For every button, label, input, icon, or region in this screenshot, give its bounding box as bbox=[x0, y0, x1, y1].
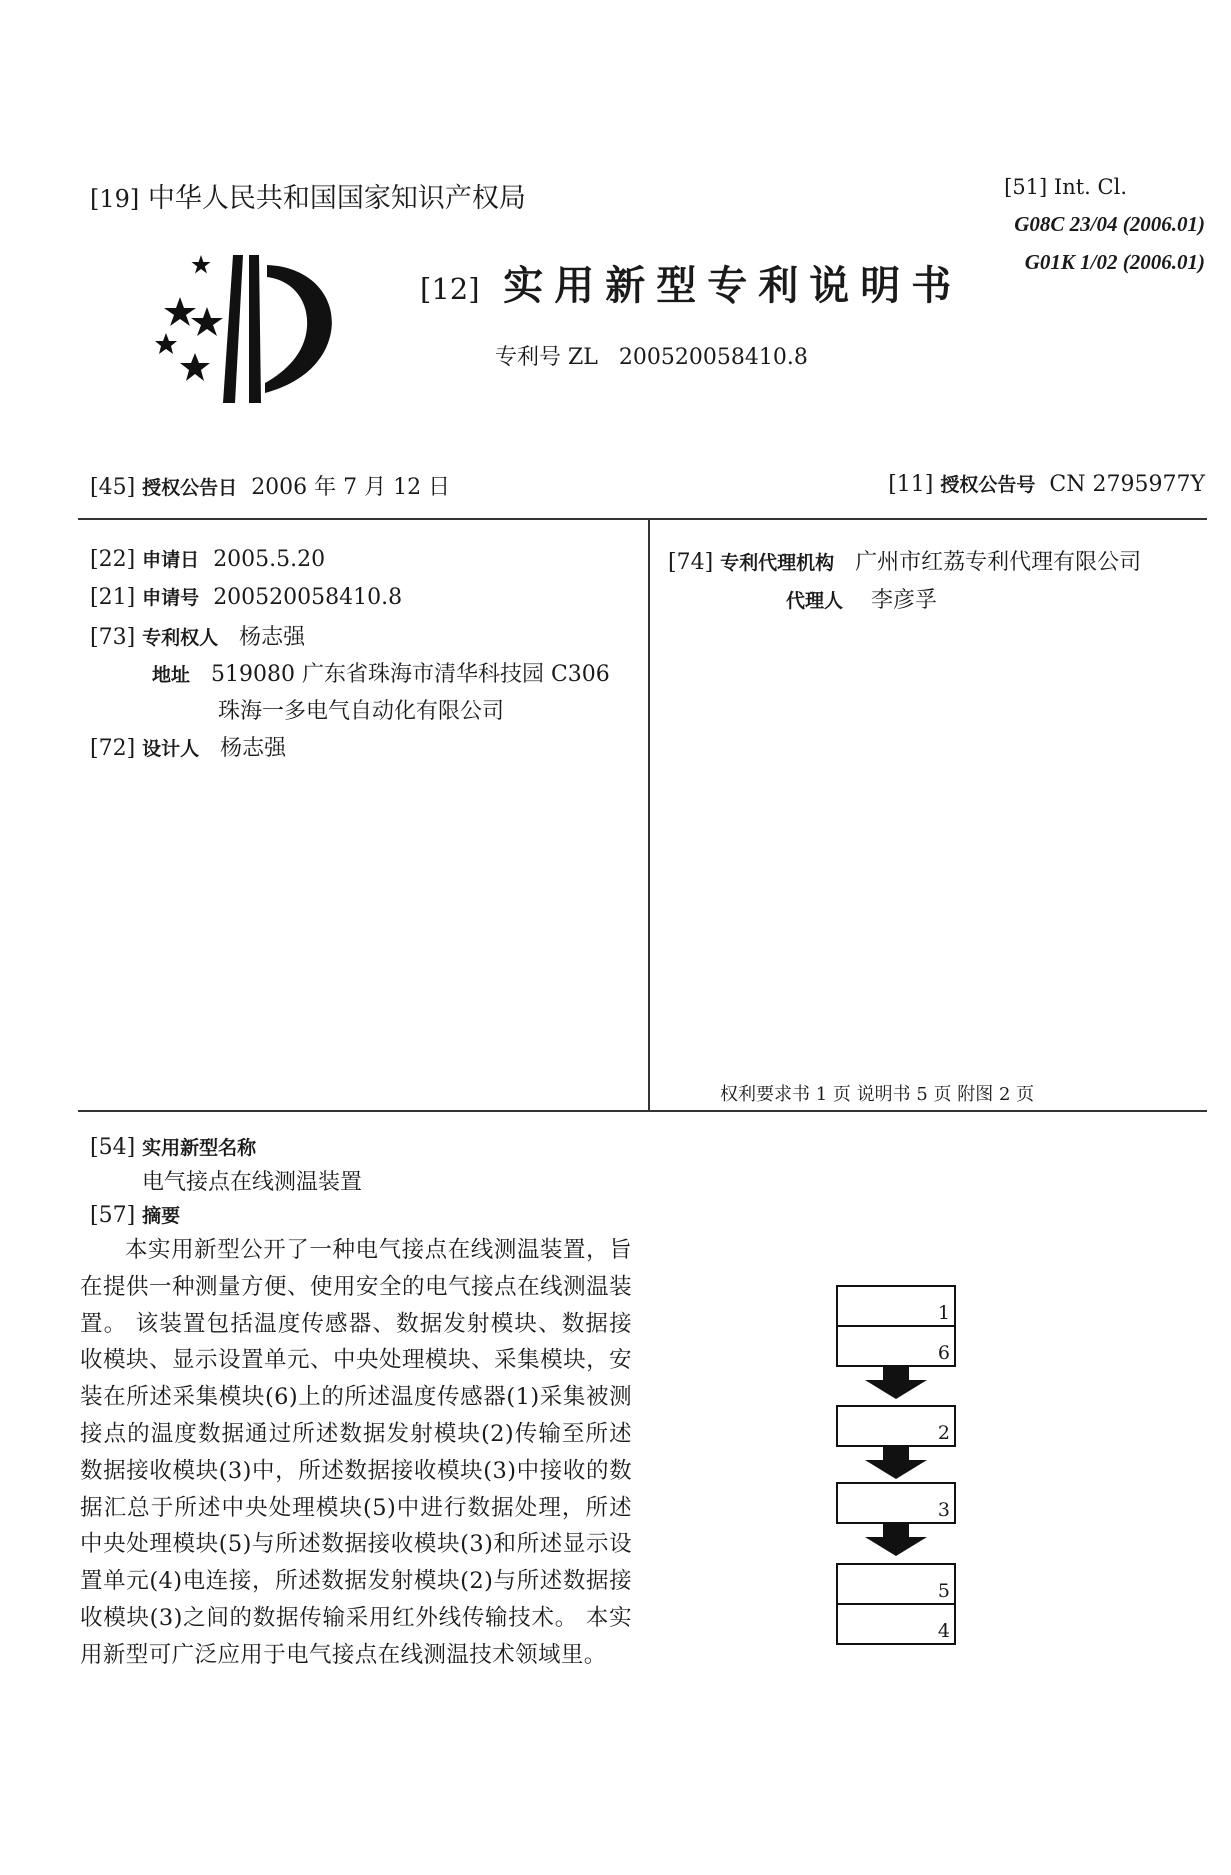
star-icon bbox=[164, 297, 196, 326]
field-value: 200520058410.8 bbox=[213, 585, 403, 610]
star-icon bbox=[155, 333, 177, 354]
emblem-left-stroke bbox=[223, 255, 243, 403]
title-heading bbox=[90, 1133, 256, 1160]
block-number: 3 bbox=[937, 1499, 950, 1521]
agency-row bbox=[668, 545, 1141, 576]
emblem-right-stroke bbox=[249, 255, 261, 403]
publication-date bbox=[90, 470, 450, 501]
publication-date-value: 2006 年 7 月 12 日 bbox=[251, 475, 451, 500]
publication-number bbox=[888, 470, 1205, 497]
office-code: [19] bbox=[90, 185, 140, 213]
field-label: 代理人 bbox=[786, 590, 844, 612]
field-label: 设计人 bbox=[142, 738, 200, 760]
field-label: 摘要 bbox=[142, 1205, 181, 1227]
patent-number bbox=[495, 340, 808, 371]
application-number-row bbox=[90, 583, 402, 610]
block-number: 2 bbox=[937, 1422, 950, 1444]
field-value: 2005.5.20 bbox=[213, 547, 326, 572]
diagram-block bbox=[836, 1603, 956, 1645]
office-header bbox=[90, 176, 526, 215]
field-label: 专利权人 bbox=[142, 627, 219, 649]
page-count: 权利要求书 1 页 说明书 5 页 附图 2 页 bbox=[720, 1084, 1035, 1105]
diagram-block bbox=[836, 1563, 956, 1605]
utility-model-title: 电气接点在线测温装置 bbox=[142, 1170, 363, 1195]
field-value: 李彦孚 bbox=[871, 588, 938, 613]
field-value: 杨志强 bbox=[239, 625, 306, 650]
cnipa-emblem-logo bbox=[155, 255, 355, 415]
address-line-1: 519080 广东省珠海市清华科技园 C306 bbox=[211, 662, 610, 687]
ipc-classification: G01K 1/02 (2006.01) bbox=[1024, 250, 1205, 274]
arrow-down-icon bbox=[861, 1446, 931, 1480]
abstract-heading bbox=[90, 1201, 180, 1228]
arrow-down-icon bbox=[861, 1366, 931, 1400]
agent-row bbox=[786, 583, 937, 614]
field-code: [72] bbox=[90, 736, 136, 761]
int-cl-header bbox=[1004, 175, 1127, 199]
block-diagram bbox=[836, 1285, 964, 1670]
diagram-block bbox=[836, 1325, 956, 1367]
int-cl-label: Int. Cl. bbox=[1053, 175, 1127, 199]
block-number: 4 bbox=[937, 1620, 950, 1642]
field-value: 广州市红荔专利代理有限公司 bbox=[855, 550, 1142, 575]
publication-number-label: 授权公告号 bbox=[940, 474, 1036, 496]
column-divider bbox=[648, 520, 650, 1112]
doctype-name: 实用新型专利说明书 bbox=[503, 262, 963, 309]
field-value: 杨志强 bbox=[220, 736, 287, 761]
filing-date-row bbox=[90, 545, 325, 572]
field-code: [54] bbox=[90, 1135, 136, 1160]
doctype-code: [12] bbox=[420, 272, 480, 306]
publication-date-label: 授权公告日 bbox=[142, 477, 238, 499]
field-label: 申请号 bbox=[142, 587, 200, 609]
address-line-2: 珠海一多电气自动化有限公司 bbox=[218, 699, 505, 724]
diagram-block bbox=[836, 1405, 956, 1447]
arrow-down-icon bbox=[861, 1523, 931, 1557]
field-label: 实用新型名称 bbox=[142, 1137, 257, 1159]
field-code: [57] bbox=[90, 1203, 136, 1228]
office-name: 中华人民共和国国家知识产权局 bbox=[147, 183, 526, 214]
document-type bbox=[420, 254, 962, 311]
patent-number-value: 200520058410.8 bbox=[618, 345, 808, 370]
address-row bbox=[152, 657, 610, 688]
publication-number-code: [11] bbox=[888, 472, 934, 497]
diagram-block bbox=[836, 1285, 956, 1327]
star-icon bbox=[191, 307, 223, 336]
block-number: 1 bbox=[937, 1302, 950, 1324]
bottom-divider bbox=[78, 1110, 1207, 1112]
star-icon bbox=[192, 255, 211, 274]
field-code: [22] bbox=[90, 547, 136, 572]
int-cl-code: [51] bbox=[1004, 175, 1048, 199]
patentee-row bbox=[90, 620, 305, 651]
patent-number-label: 专利号 ZL bbox=[495, 345, 598, 370]
field-label: 地址 bbox=[152, 664, 191, 686]
publication-number-value: CN 2795977Y bbox=[1049, 472, 1205, 497]
star-icon bbox=[180, 353, 210, 381]
designer-row bbox=[90, 731, 286, 762]
block-number: 5 bbox=[937, 1580, 950, 1602]
emblem-arc bbox=[265, 265, 332, 393]
field-code: [74] bbox=[668, 550, 714, 575]
publication-date-code: [45] bbox=[90, 475, 136, 500]
field-label: 申请日 bbox=[142, 549, 200, 571]
field-code: [73] bbox=[90, 625, 136, 650]
block-number: 6 bbox=[937, 1342, 950, 1364]
field-label: 专利代理机构 bbox=[720, 552, 835, 574]
diagram-block bbox=[836, 1482, 956, 1524]
abstract-text: 本实用新型公开了一种电气接点在线测温装置，旨在提供一种测量方便、使用安全的电气接点在线测温装置。 该装置包括温度传感器、数据发射模块、数据接收模块、显示设置单元、中央处理模块、采集模块，安装在所述采集模块(6)上的所述温度传感器(1)采集被测接点的温度数据通过所述数据发射模块(2)传输至所述数据接收模块(3)中，所述数据接收模块(3)中接收的数据汇总于所述中央处理模块(5)中进行数据处理，所述中央处理模块(5)与所述数据接收模块(3)和所述显示设置单元(4)电连接，所述数据发射模块(2)与所述数据接收模块(3)之间的数据传输采用红外线传输技术。 本实用新型可广泛应用于电气接点在线测温技术领域里。 bbox=[80, 1237, 632, 1668]
top-divider bbox=[78, 518, 1207, 520]
ipc-classification: G08C 23/04 (2006.01) bbox=[1014, 212, 1205, 236]
field-code: [21] bbox=[90, 585, 136, 610]
